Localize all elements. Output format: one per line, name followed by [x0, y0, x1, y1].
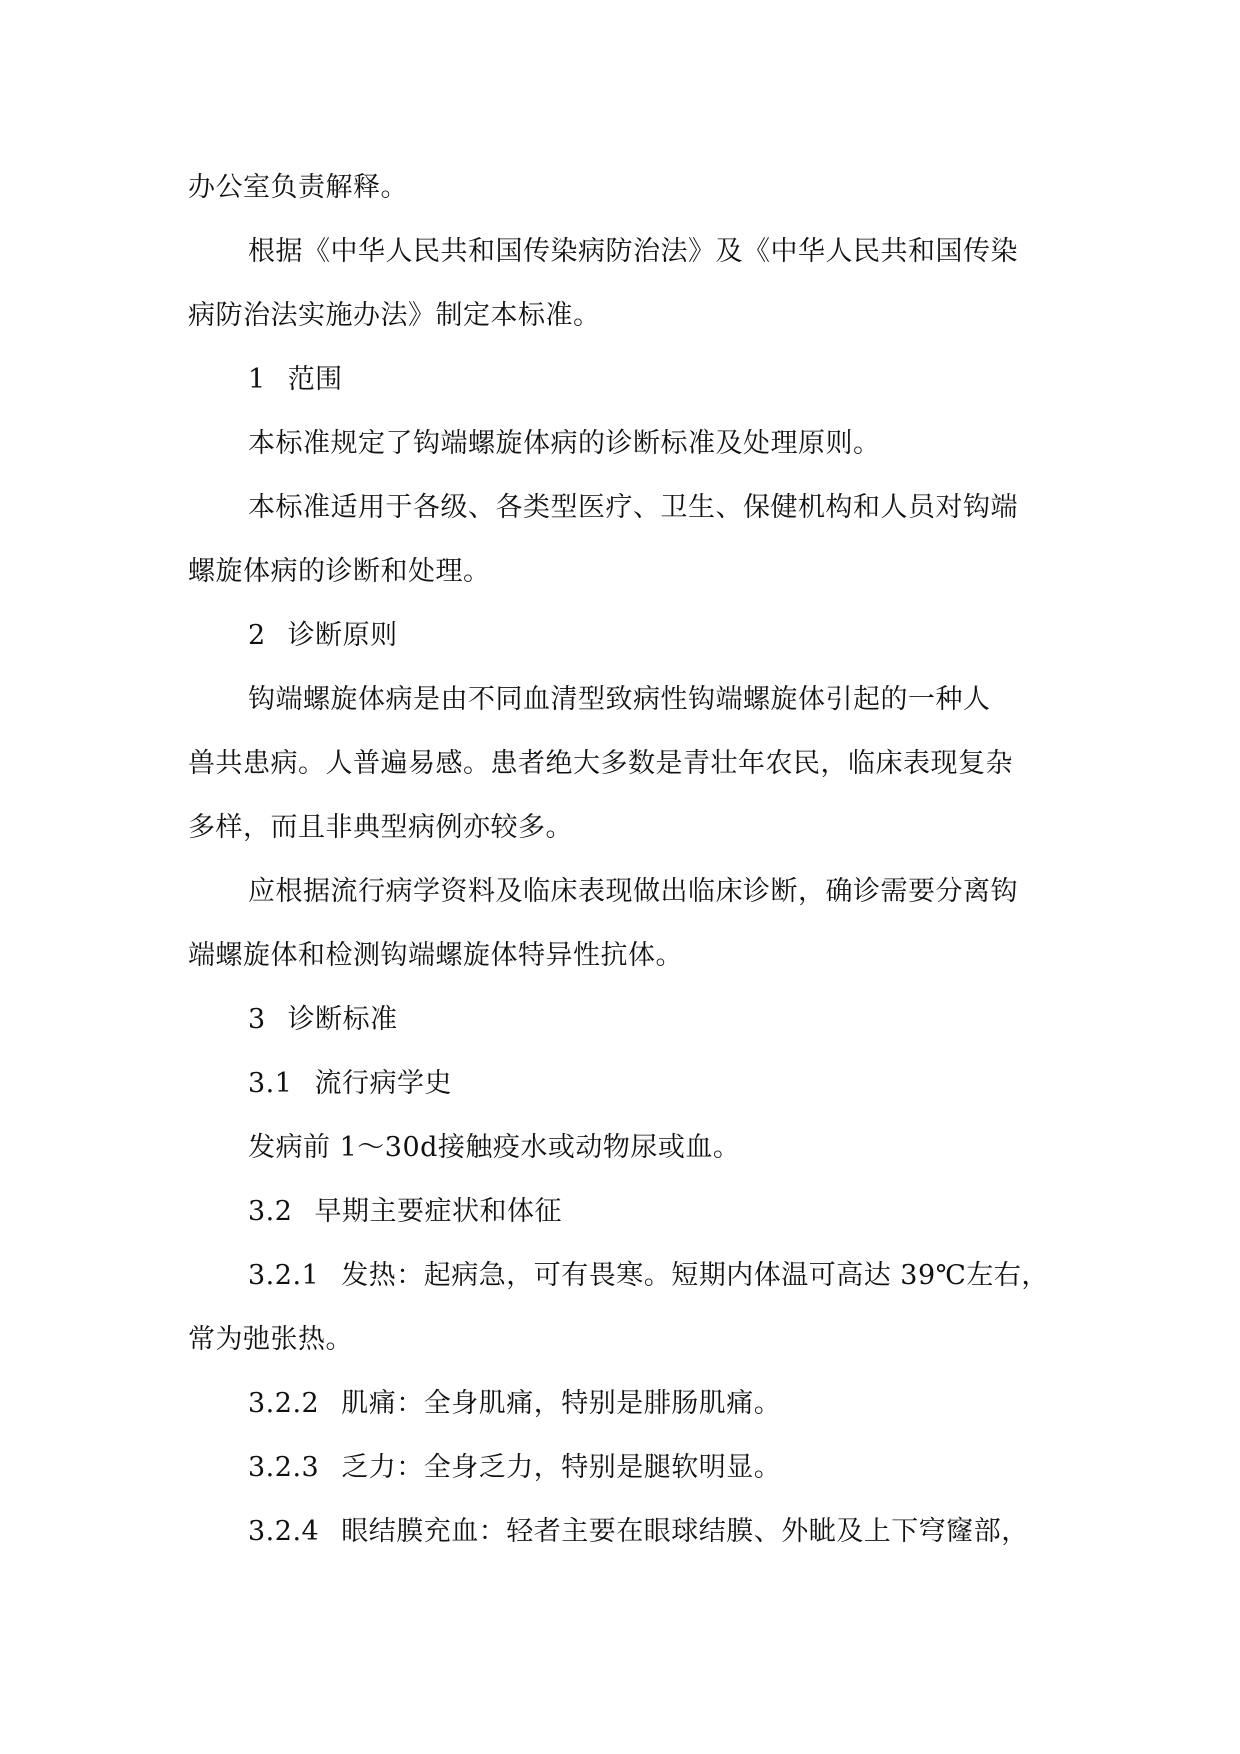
section-heading-3-1 — [188, 1052, 1052, 1116]
paragraph-line: 常为弛张热。 — [188, 1324, 353, 1355]
paragraph-line: 发病前 1～30d接触疫水或动物尿或血。 — [248, 1132, 741, 1163]
section-number: 1 — [248, 364, 266, 395]
section-number: 2 — [248, 620, 266, 651]
section-heading-3 — [188, 988, 1052, 1052]
clause-text: 发热：起病急，可有畏寒。短期内体温可高达 39℃左右， — [341, 1260, 1049, 1291]
paragraph-line: 本标准规定了钩端螺旋体病的诊断标准及处理原则。 — [248, 428, 881, 459]
section-heading-1 — [188, 348, 1052, 412]
paragraph-line: 根据《中华人民共和国传染病防治法》及《中华人民共和国传染 — [248, 236, 1018, 267]
clause-3-2-3 — [188, 1436, 1052, 1500]
clause-3-2-1 — [188, 1244, 1052, 1308]
clause-text: 眼结膜充血：轻者主要在眼球结膜、外眦及上下穹窿部， — [341, 1516, 1029, 1547]
section-number: 3 — [248, 1004, 266, 1035]
clause-3-2-4 — [188, 1500, 1052, 1564]
paragraph-line: 兽共患病。人普遍易感。患者绝大多数是青壮年农民，临床表现复杂 — [188, 748, 1013, 779]
clause-number: 3.2.2 — [248, 1388, 320, 1419]
section-title: 流行病学史 — [314, 1068, 452, 1099]
section-title: 范围 — [287, 364, 343, 395]
clause-number: 3.2.3 — [248, 1452, 320, 1483]
paragraph-line: 病防治法实施办法》制定本标准。 — [188, 300, 601, 331]
section-heading-3-2 — [188, 1180, 1052, 1244]
section-heading-2 — [188, 604, 1052, 668]
paragraph-line: 办公室负责解释。 — [188, 172, 408, 203]
section-title: 早期主要症状和体征 — [314, 1196, 562, 1227]
paragraph-line: 钩端螺旋体病是由不同血清型致病性钩端螺旋体引起的一种人 — [248, 684, 991, 715]
section-title: 诊断原则 — [287, 620, 398, 651]
paragraph-line: 本标准适用于各级、各类型医疗、卫生、保健机构和人员对钩端 — [248, 492, 1018, 523]
section-number: 3.1 — [248, 1068, 293, 1099]
section-title: 诊断标准 — [287, 1004, 398, 1035]
paragraph-line: 多样，而且非典型病例亦较多。 — [188, 812, 573, 843]
document-page — [188, 156, 1052, 1564]
paragraph-line: 螺旋体病的诊断和处理。 — [188, 556, 491, 587]
clause-3-2-2 — [188, 1372, 1052, 1436]
clause-number: 3.2.4 — [248, 1516, 320, 1547]
clause-text: 肌痛：全身肌痛，特别是腓肠肌痛。 — [341, 1388, 782, 1419]
paragraph-line: 应根据流行病学资料及临床表现做出临床诊断，确诊需要分离钩 — [248, 876, 1018, 907]
clause-number: 3.2.1 — [248, 1260, 320, 1291]
paragraph-line: 端螺旋体和检测钩端螺旋体特异性抗体。 — [188, 940, 683, 971]
section-number: 3.2 — [248, 1196, 293, 1227]
clause-text: 乏力：全身乏力，特别是腿软明显。 — [341, 1452, 782, 1483]
